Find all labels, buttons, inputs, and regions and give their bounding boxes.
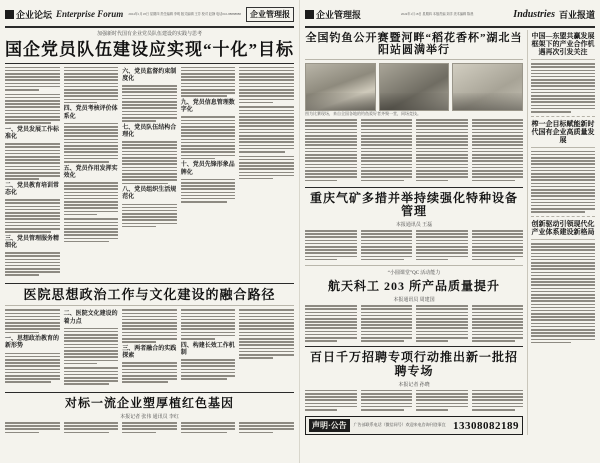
sidebar-item-title-1[interactable]: 中国—东盟共赢发展框架下的产业合作机遇再次引发关注	[531, 32, 595, 57]
sidebar-rule-1	[531, 59, 595, 60]
third-story-body	[5, 422, 294, 435]
paragraph	[181, 309, 236, 339]
story4-column-4	[472, 390, 524, 412]
lead-body	[5, 67, 294, 279]
paragraph	[122, 362, 177, 383]
lead-headline: 国企党员队伍建设应实现“十化”目标	[5, 40, 294, 59]
lead-column-1	[5, 67, 60, 279]
second-subhead-2: 二、医院文化建设的着力点	[63, 311, 118, 325]
second-column-3	[122, 309, 177, 388]
story2-rule-top	[305, 187, 523, 188]
story2-byline: 本报通讯员 王磊	[395, 223, 433, 229]
third-column-5	[239, 422, 294, 435]
paragraph	[5, 252, 60, 276]
lead-subhead-7: 七、党员队伍结构合理化	[122, 124, 177, 138]
story3-rule-top	[305, 265, 523, 266]
story4-headline: 百日千万招聘专项行动推出新一批招聘专场	[309, 350, 518, 378]
story3-column-1	[305, 305, 357, 343]
lead-rule	[5, 63, 294, 64]
right-masthead-section-en: Industries	[513, 8, 555, 20]
sidebar-body-3	[531, 243, 595, 343]
sidebar-body-2	[531, 151, 595, 213]
lead-column-3	[122, 67, 177, 279]
paragraph	[5, 143, 60, 180]
second-column-1	[5, 309, 60, 388]
paragraph	[5, 67, 60, 91]
lead-subhead-8: 八、党员组织生活规范化	[122, 187, 177, 201]
right-masthead-logo	[305, 8, 361, 21]
paragraph	[5, 353, 60, 383]
third-column-2	[64, 422, 119, 435]
left-masthead-info: 2024年1月18日 星期四 责任编辑 李明 版式编辑 王芳 校对 赵静 电话010-88888888	[128, 12, 241, 16]
ad-bar-note: 广告部联系电话（微信同号）欢迎来电咨询刊登事宜	[353, 422, 446, 428]
second-subhead-4: 四、构建长效工作机制	[180, 342, 235, 356]
sidebar-rule-2	[531, 147, 595, 148]
left-masthead-logo-en: Enterprise Forum	[56, 9, 124, 19]
right-sidebar	[527, 30, 595, 435]
story2-headline: 重庆气矿多措并举持续强化特种设备管理	[309, 190, 518, 218]
paragraph	[239, 156, 294, 180]
story3-byline: 本报通讯员 周建国	[393, 298, 435, 304]
logo-block-icon	[305, 10, 314, 19]
right-page	[300, 0, 600, 463]
top-column-1	[305, 119, 357, 183]
top-story-photo-3	[452, 63, 523, 111]
story4-column-2	[361, 390, 413, 412]
paragraph	[181, 179, 236, 203]
story4-column-1	[305, 390, 357, 412]
ad-bar[interactable]	[305, 416, 523, 435]
lead-subhead-2: 二、党员教育培训常态化	[5, 182, 60, 197]
story3-headline: 航天科工 203 所产品质量提升	[327, 278, 500, 293]
story2-column-4	[472, 230, 524, 262]
second-subhead-1: 一、思想政治教育的新形势	[5, 336, 60, 350]
left-masthead	[5, 4, 294, 28]
story2-column-3	[416, 230, 468, 262]
right-masthead-logo-cn: 企业管理报	[316, 9, 362, 20]
right-masthead-info: 2024年1月18日 星期四 本版责编 刘洋 美术编辑 陈晨	[400, 12, 474, 16]
ad-bar-tag: 声明·公告	[309, 419, 350, 432]
lead-subhead-4: 四、党员考核评价体系化	[63, 106, 118, 120]
paragraph	[239, 67, 294, 104]
ad-bar-phone: 13308082189	[453, 419, 519, 432]
sidebar-item-title-3[interactable]: 创新驱动引领现代化产业体系建设新格局	[531, 219, 595, 236]
paragraph	[5, 309, 60, 333]
top-story-photo-1	[305, 63, 376, 111]
paragraph	[64, 67, 119, 104]
lead-column-5	[239, 67, 294, 279]
story2-column-2	[361, 230, 413, 262]
sidebar-divider-2	[531, 216, 595, 217]
paragraph	[64, 367, 119, 385]
second-story-rule	[5, 305, 294, 306]
third-column-4	[181, 422, 236, 435]
right-top-headline: 全国钓鱼公开赛暨河畔“稻花香杯”湖北当阳站圆满举行	[305, 32, 523, 57]
right-top-rule	[305, 59, 523, 60]
logo-block-icon	[5, 10, 14, 19]
third-story-byline: 本报记者 张伟 通讯员 李红	[120, 415, 179, 421]
story4-byline: 本报记者 孙晓	[398, 382, 430, 388]
top-column-3	[416, 119, 468, 183]
lead-column-4	[181, 67, 236, 279]
paragraph	[181, 67, 236, 97]
lead-subhead-6: 六、党员监督约束制度化	[122, 68, 177, 82]
paragraph	[181, 116, 236, 159]
second-story-headline: 医院思想政治工作与文化建设的融合路径	[23, 287, 276, 303]
paragraph	[64, 123, 119, 163]
paragraph	[64, 328, 119, 365]
paragraph	[5, 199, 60, 232]
left-masthead-paper-name: 企业管理报	[246, 7, 294, 22]
lead-subhead-5: 五、党员作用发挥实效化	[63, 165, 118, 179]
paragraph	[64, 218, 119, 242]
story3-column-3	[416, 305, 468, 343]
right-masthead-section-cn: 百业报道	[558, 9, 595, 20]
paragraph	[122, 309, 177, 342]
paragraph	[122, 85, 177, 122]
story2-body	[305, 230, 523, 262]
third-column-3	[122, 422, 177, 435]
paragraph	[239, 106, 294, 152]
paragraph	[5, 94, 60, 124]
top-story-photo-2	[379, 63, 450, 111]
top-column-4	[472, 119, 524, 183]
lead-subhead-9: 九、党员信息管理数字化	[180, 99, 235, 114]
lead-column-2	[64, 67, 119, 279]
story3-body	[305, 305, 523, 343]
sidebar-divider-1	[531, 116, 595, 117]
second-story-rule-top	[5, 283, 294, 284]
paragraph	[64, 182, 119, 215]
second-story-body	[5, 309, 294, 388]
lead-kicker: 加强新时代国有企业党员队伍建设的实践与思考	[96, 32, 202, 37]
story4-rule-top	[305, 346, 523, 347]
left-masthead-logo-cn: 企业论坛	[16, 9, 53, 20]
story3-column-4	[472, 305, 524, 343]
paragraph	[239, 309, 294, 358]
second-subhead-3: 三、两者融合的实践探索	[122, 345, 177, 359]
paragraph	[181, 359, 236, 380]
sidebar-body-1	[531, 63, 595, 112]
right-masthead	[305, 4, 595, 28]
third-column-1	[5, 422, 60, 435]
left-masthead-logo	[5, 8, 123, 21]
lead-subhead-10: 十、党员先锋形象品牌化	[180, 162, 235, 176]
top-story-caption: 图为比赛现场，来自全国各地的钓鱼爱好者齐聚一堂，同场竞技。	[305, 111, 421, 117]
paragraph	[122, 141, 177, 184]
second-column-4	[181, 309, 236, 388]
top-column-2	[361, 119, 413, 183]
paragraph	[122, 204, 177, 228]
sidebar-item-title-2[interactable]: 榨一企目标赋能新时代国有企业高质量发展	[531, 119, 595, 144]
third-story-headline: 对标一流企业塑厚植红色基因	[64, 395, 234, 410]
story2-column-1	[305, 230, 357, 262]
third-story-rule-top	[5, 392, 294, 393]
lead-subhead-1: 一、党员发展工作标准化	[5, 126, 60, 141]
story4-column-3	[416, 390, 468, 412]
top-story-body	[305, 119, 523, 183]
story3-column-2	[361, 305, 413, 343]
story4-body	[305, 390, 523, 412]
lead-subhead-3: 三、党员管理服务精细化	[5, 235, 60, 249]
story3-kicker: “小圆课堂”QC 活动能力	[387, 270, 441, 276]
second-column-5	[239, 309, 294, 388]
second-column-2	[64, 309, 119, 388]
sidebar-rule-3	[531, 239, 595, 240]
